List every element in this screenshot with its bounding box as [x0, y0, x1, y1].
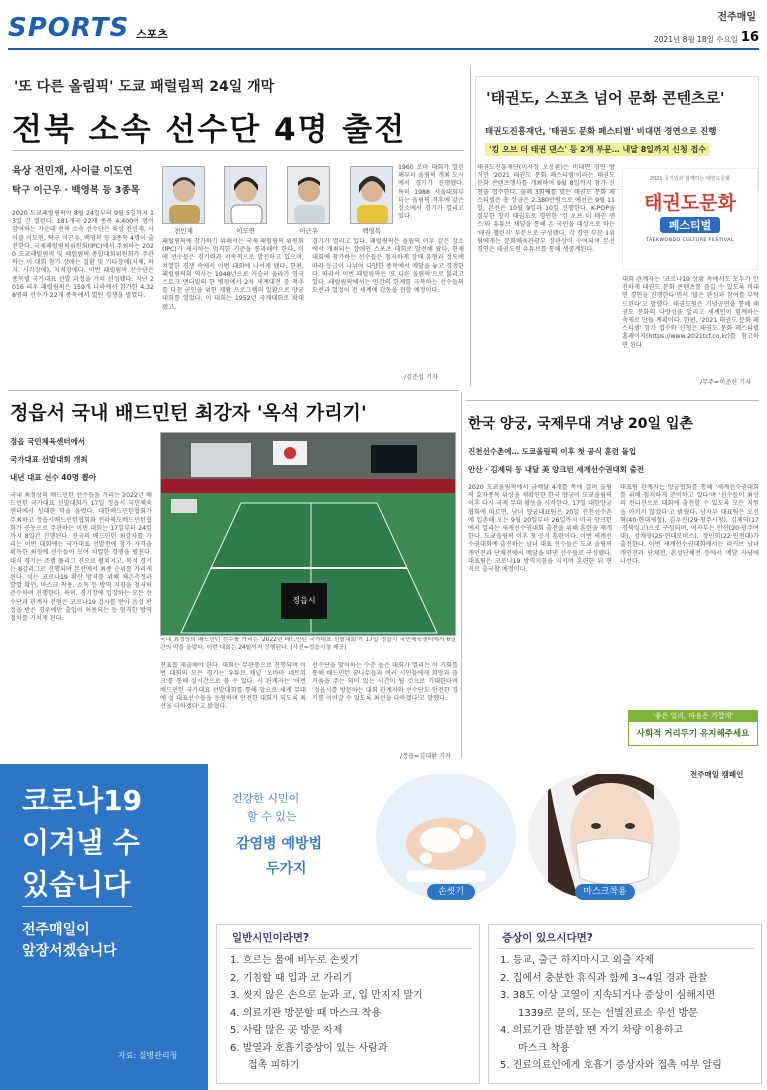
article3-subhead: 국가대표 선발대회 개최: [10, 455, 88, 464]
ad-headline-line: 있습니다: [22, 868, 131, 901]
festival-logo-small: 2021 국기원과 함께하는 태권도문화: [649, 176, 731, 182]
ad-subheadline: [22, 920, 117, 962]
general-citizen-title: 일반시민이라면?: [232, 932, 310, 944]
ad-headline-line: 코로나19: [22, 784, 143, 817]
ad-healthy-line: 할 수 있는: [247, 810, 297, 823]
list-item: 5. 진료의료인에게 호흡기 증상자와 접촉 여부 알림: [500, 1060, 722, 1071]
article1-body: 2020 도쿄패럴림픽이 8월 24일부터 9월 5일까지 13일 간 열린다. 181개국 22개 종목 4,400여 명이 참여하는 가운데 전북 소속 선수단은 육상 전민재, 사이클 이도연, 탁구 이근우, 백영복 등 3종목 4명이 출전한다. 국제패럴림픽위원회(IPC)에서 주최하는 2020 도쿄패럴림픽 및 패럴림픽 종합대회위원회가 주관하는 이 대회 참가 장애는 질환 및 기타장애(지체, 하지, 시각장애), 지적장애다. 이번 패럴림픽 선수단은 종목별 국가대표 선발 과정을 거쳐 선정됐다. 지난 2016 리우 패럴림픽은 159개 나라에서 참가한 4,328명의 선수가 22개 종목에서 열띤 경쟁을 벌였다.: [12, 210, 154, 300]
header-rule: [8, 48, 759, 50]
festival-logo-tag: 페스티벌: [660, 217, 720, 233]
photo-caption: 백영복: [362, 227, 381, 235]
list-item: 4. 의료기관 방문할 때 마스크 착용: [230, 1007, 382, 1019]
article2-body: 대회 관계자는 '코로나19 상황 속에서도 모두가 안전하게 태권도 문화 콘텐츠를 즐길 수 있도록 비대면 경연을 진행한다'면서 '많은 관심과 참여를 부탁드린다'고 말했다. 태권도원은 기념공연을 통해 태권도 문화의 다양성을 알리고 세계인이 함께하는 축제로 만들 계획이다. 한편, '2021 태권도 문화 페스티벌' 참가 접수와 신청은 태권도 문화 페스티벌 홈페이지(https://www.2021tcf.co.kr)를 참고하면 된다.: [622, 276, 759, 349]
column-divider: [461, 392, 462, 758]
athlete-photo: [287, 166, 330, 224]
list-item: 3. 38도 이상 고열이 지속되거나 증상이 심해지면: [500, 990, 716, 1001]
list-item: 마스크 착용: [518, 1042, 570, 1054]
article2-headline: '태권도, 스포츠 넘어 문화 콘텐츠로': [486, 89, 725, 107]
article1-subhead: 탁구 이근우 · 백영복 등 3종목: [12, 185, 140, 196]
column-divider: [470, 66, 471, 386]
list-item: 3. 씻지 않은 손으로 눈과 코, 입 만지지 말기: [230, 990, 423, 1001]
festival-logo-en: TAEKWONDO CULTURE FESTIVAL: [646, 238, 734, 243]
article1-headline: 전북 소속 선수단 4명 출전: [12, 112, 407, 148]
badminton-photo: [160, 432, 456, 636]
issue-date: 2021년 8월 18일 수요일: [653, 35, 738, 44]
article3-headline: 정읍서 국내 배드민턴 최강자 '옥석 가리기': [10, 402, 367, 424]
article2-body: 태권도진흥재단(이사장 오응환)은 비대면 경연 방식인 '2021 태권도 문화 페스티벌'이라는 태권도 문화 콘텐츠행사를 개최하여 9월 8일까지 참가 신청을 접수한다. 올해 3회째를 맞는 태권도 문화 페스티벌은 총 상금은 2,380만원으로 예선은 9월 11일, 본선은 10월 9일과 10일 진행한다. K-POP을 결부한 창작 태권도로 경연한 '킹 오브 더 태권 댄스'와 유튜브 채널을 통해 온 국민을 대상으로 하는 '태권 챌린지' 부문으로 구성됐다. 각 경연 부문 1위 팀에게는 문화체육관광부 장관상이 수여되며 본선 경연은 태권도원 유튜브를 통해 생중계된다.: [477, 164, 615, 254]
list-item: 2. 기침할 때 입과 코 가리기: [230, 972, 353, 984]
article3-body: 국내 최정상의 배드민턴 선수들을 가리는 2022년 배드민턴 국가대표 선발대회가 17일 정읍시 국민체육센터에서 성대한 막을 올렸다. 대한배드민턴협회가 주최하고 정읍시배드민턴협회와 전라북도배드민턴협회가 공동으로 주관하는 이번 대회는 17일부터 24일까지 8일간 진행된다. 전국의 배드민턴 최강자를 가리는 이번 대회에는 국가대표 선발전에 참가 자격을 획득한 최정예 선수들이 모여 치열한 경쟁을 펼친다. 대식 경기는 조별 풀리그 진으로 펼쳐지고, 복식 경기는 8강리그로 진행되며 본선에서 최종 순위를 가리게 된다. 이는 코로나19 확산 방지를 위해 체온측정과 발열 확인, 마스크 착용, 소독 등 방역 지침을 철저히 준수하며 진행한다. 특히, 경기장에 입장하는 모든 선수단과 관계자 전원은 코로나19 검사를 받아 음성 판정을 받은 경우에만 출입이 허용되는 등 엄격한 방역 절차를 거치게 된다.: [10, 492, 152, 623]
section-title-kr: 스포츠: [136, 28, 168, 41]
ad-source: 자료: 질병관리청: [118, 1051, 178, 1060]
ad-divider: [22, 906, 132, 907]
list-item: 4. 의료기관 방문할 땐 자기 차량 이용하고: [500, 1025, 684, 1036]
general-citizen-list: [230, 952, 476, 1075]
photo-caption: 이도연: [236, 227, 255, 235]
photo-caption: 국내 최정상의 배드민턴 선수를 가리는 '2022년 배드민턴 국가대표 선발대회'가 17일 정읍시 국민체육센터에서 6일간의 막을 올렸다. 이번 대회는 24일까지 진행된다. (사진=정읍시청 제공): [160, 637, 456, 651]
article3-subhead: 내년 대표 선수 40명 뽑아: [10, 473, 97, 482]
handwash-illustration: [376, 774, 516, 898]
article4-headline: 한국 양궁, 국제무대 겨냥 20일 입촌: [468, 416, 693, 432]
article1-byline: /김준섭 기자: [404, 374, 438, 381]
mask-illustration: [528, 774, 680, 898]
box-divider: [226, 948, 472, 949]
photo-caption: 이근우: [299, 227, 318, 235]
divider: [12, 150, 464, 151]
festival-logo: [622, 168, 758, 270]
newspaper-name: 전주매일: [717, 12, 756, 23]
athlete-photo: [224, 166, 267, 224]
section-title: SPORTS: [8, 13, 130, 43]
symptom-title: 증상이 있으시다면?: [502, 932, 593, 944]
ad-headline-line: 이겨낼 수: [22, 826, 140, 859]
article4-subhead: 진천선수촌에… 도쿄올림픽 이후 첫 공식 훈련 돌입: [468, 447, 637, 456]
article1-body: 경기가 열리고 있다. 패럴림픽은 올림픽 이후 같은 장소에서 개최되는 장애인 스포츠 대회로 발전해 왔다. 현재 대회에 참가하는 선수들은 철저하게 장애 유형과 정도에 따라 등급이 나뉘어 다양한 종목에서 메달을 놓고 경쟁한다. 따라서 이번 패럴림픽은 '또 다른 올림픽'으로 불리고 있다. 패럴림픽에서는 인간의 한계를 극복하는 선수들의 도전과 열정이 전 세계에 감동을 전할 예정이다.: [312, 238, 464, 295]
article3-subhead: 정읍 국민체육센터에서: [10, 437, 86, 446]
article4-subhead: 안산 · 김제덕 등 내달 美 양크턴 세계선수권대회 출전: [468, 465, 645, 474]
box-divider: [498, 948, 754, 949]
list-item: 1339로 문의, 또는 선별진료소 우선 방문: [518, 1007, 698, 1019]
article2-byline: /무주=이준선 기자: [700, 379, 752, 386]
ad-headline: [22, 780, 142, 906]
article1-body: 1960 로마 대회가 열린 해부터 올림픽 개최 도시에서 경기가 진행됐다. 특히 1988 서울대회부터는 올림픽 직후에 같은 장소에서 경기가 열리고 있다.: [398, 164, 464, 221]
ad-healthy-line: 감염병 예방법: [236, 836, 323, 852]
ad-subheadline-line: 전주매일이: [22, 922, 90, 938]
symptom-list: [500, 952, 758, 1075]
ad-healthy-line: 건강한 시민이: [232, 792, 300, 805]
athlete-photo: [350, 166, 393, 224]
ad-healthy-line: 두가지: [266, 861, 307, 877]
article4-body: 대표팀 관계자는 양궁협회를 통해 '세계선수권대회를 위해 철저하게 준비하고 있다'며 '선수들이 최상의 컨디션으로 대회에 출전할 수 있도록 모든 지원을 아끼지 않겠다'고 밝혔다. 남자부 대표팀은 오진혁(40·현대제철), 김우진(29·청주시청), 김제덕(17·경북일고)으로 구성되며, 여자부는 안산(20·광주여대), 강채영(25·현대모비스), 장민희(22·인천대)가 출전한다. 이번 세계선수권대회에서는 리커브 남녀 개인전과 단체전, 혼성단체전 등에서 메달 사냥에 나선다.: [620, 484, 759, 565]
list-item: 6. 발열과 호흡기증상이 있는 사람과: [230, 1042, 388, 1054]
divider: [8, 390, 459, 391]
list-item: 2. 집에서 충분한 휴식과 함께 3~4일 경과 관찰: [500, 972, 708, 984]
article3-byline: /정읍=김대환 기자: [400, 753, 452, 760]
article2-subhead: 태권도진흥재단, '태권도 문화 페스티벌' 비대면 경연으로 진행: [485, 127, 717, 137]
page-number: 16: [740, 30, 759, 45]
campaign-banner: [628, 710, 758, 746]
article3-body: 선수단을 맞이하는 수준 높은 대회가 열리는 이 기회를 통해 배드민턴 꿈나무들과 여러 시민들에게 희망과 즐거움을 주는 의미 있는 시간이 될 것으로 기대한다며 '정읍시를 방문하는 대회 관계자와 선수단도 안전한 경기를 이어갈 수 있도록 최선을 다하겠다'고 말했다.: [312, 662, 458, 702]
photo-caption: 전민재: [174, 227, 193, 235]
scoreboard-text: 정읍시: [292, 596, 316, 605]
handwash-label: 손씻기: [427, 884, 475, 900]
athlete-photo: [162, 166, 205, 224]
ad-subheadline-line: 앞장서겠습니다: [22, 943, 117, 959]
article1-body: 패럴림픽에 참가하기 위해서는 국제 패럴림픽 위원회(IPC)가 제시하는 엄격한 기준을 통과해야 한다. 이에 선수들은 경기력과 지속적으로 발전하고 있으며, 치열한 경쟁 속에서 이번 대회에 나서게 됐다. 한편, 패럴림픽의 역사는 1948년으로 거슬러 올라가 영국 스토크 맨더빌의 한 병원에서 2차 세계대전 중 척추를 다친 군인을 위한 재활 프로그램의 일환으로 양궁 대회를 열었다. 이 대회는 1952년 국제대회로 확대됐고,: [162, 238, 304, 311]
article1-kicker: '또 다른 올림픽' 도쿄 패럴림픽 24일 개막: [14, 79, 275, 95]
campaign-top: '좋은 얼리, 마음은 가깝게': [629, 711, 757, 722]
festival-logo-title: 태권도문화: [644, 192, 736, 214]
article1-subhead: 육상 전민재, 사이클 이도연: [12, 166, 133, 177]
article4-body: 2020 도쿄올림픽에서 금메달 4개를 목에 걸며 올림픽 효자종목 위상을 재확인한 한국 양궁이 도쿄올림픽 이후 다시 국제 무대 활동을 시작한다. 17일 대한양궁협회에 따르면, 남녀 양궁대표팀은 20일 진천선수촌에 입촌해 오는 9월 20일부터 26일까지 미국 양크턴에서 열리는 세계선수권대회 출전을 위해 훈련을 재개한다. 도쿄올림픽 이후 첫 공식 훈련이다. 이번 세계선수권대회에 출전하는 남녀 대표 선수들은 도쿄 올림픽 개인전과 단체전에서 메달을 따낸 선수들로 구성됐다. 대표팀은 코로나19 방역지침을 지키며 훈련한 뒤 현지로 출국할 예정이다.: [468, 484, 612, 574]
list-item: 접촉 피하기: [248, 1060, 300, 1071]
list-item: 1. 등교, 출근 하지마시고 외출 자제: [500, 955, 655, 966]
list-item: 5. 사람 많은 곳 방문 자제: [230, 1025, 343, 1036]
article2-subhead: '킹 오브 더 태권 댄스' 등 2개 부문… 내달 8일까지 신청 접수: [485, 143, 710, 156]
ad-brand: 전주매일 캠페인: [690, 770, 744, 779]
list-item: 1. 흐르는 물에 비누로 손씻기: [230, 955, 359, 966]
divider: [466, 400, 759, 401]
mask-label: 마스크착용: [575, 884, 635, 900]
campaign-bottom: 사회적 거리두기 유지해주세요: [636, 729, 750, 739]
article3-body: 진표를 제출해야 한다. 대회는 무관중으로 진행되며 이번 대회의 모든 경기는 유튜브 채널 '오바마 네트워크'를 통해 실시간으로 볼 수 있다. 시 관계자는 '이번 배드민턴 국가대표 선발대회를 통해 앞으로 세계 무대에 설 대표선수들을 응원하며 안전한 대회가 되도록 최선을 다하겠다'고 밝혔다.: [160, 662, 306, 711]
